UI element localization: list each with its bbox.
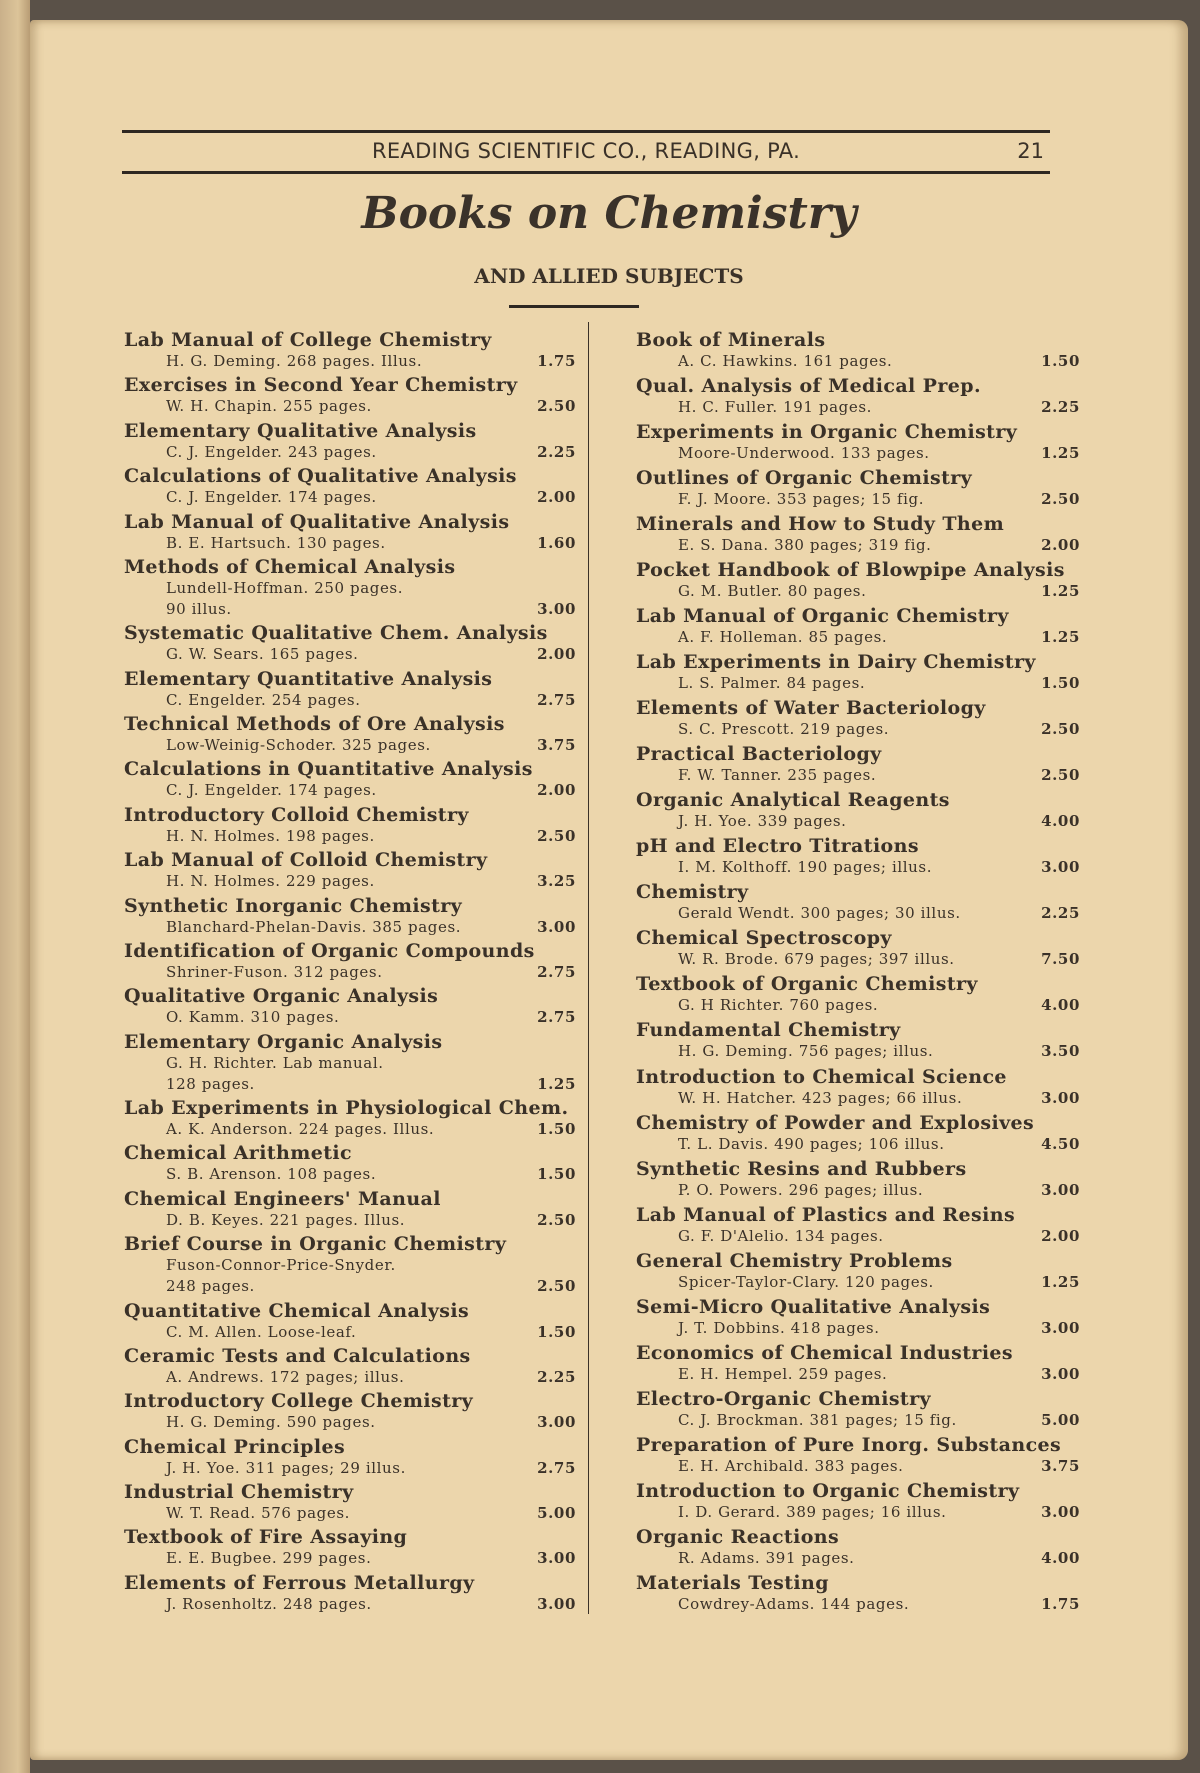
catalog-page: [30, 20, 1188, 1760]
book-author-pages: L. S. Palmer. 84 pages.: [678, 674, 866, 693]
book-author-pages: F. W. Tanner. 235 pages.: [678, 766, 877, 785]
book-entry: [124, 421, 582, 463]
book-price: 2.00: [1041, 1226, 1080, 1245]
book-details: [636, 397, 1086, 418]
book-details: [636, 673, 1086, 694]
book-title: Lab Manual of Plastics and Resins: [636, 1203, 1016, 1226]
book-details: [124, 351, 582, 372]
book-entry: [124, 1482, 582, 1524]
book-price: 2.25: [1041, 904, 1080, 923]
book-price: 3.25: [537, 872, 576, 891]
book-author-pages: I. M. Kolthoff. 190 pages; illus.: [678, 858, 933, 877]
book-entry: [636, 560, 1086, 602]
book-author-pages: 128 pages.: [166, 1074, 255, 1093]
book-title: Chemical Engineers' Manual: [124, 1187, 441, 1210]
book-details: [124, 1367, 582, 1388]
book-title: Synthetic Inorganic Chemistry: [124, 894, 463, 917]
book-details: [636, 1041, 1086, 1062]
book-author-pages: C. J. Brockman. 381 pages; 15 fig.: [678, 1410, 957, 1429]
right-book-column: [636, 330, 1086, 1615]
left-book-column: [124, 330, 582, 1615]
book-title: Calculations of Qualitative Analysis: [124, 465, 517, 488]
book-entry: [636, 1251, 1086, 1293]
book-title: Experiments in Organic Chemistry: [636, 421, 1018, 444]
book-entry: [636, 928, 1086, 970]
book-title: Textbook of Organic Chemistry: [636, 973, 978, 996]
book-price: 3.50: [1041, 1042, 1080, 1061]
book-title: Semi-Micro Qualitative Analysis: [636, 1295, 991, 1318]
book-title: Chemical Arithmetic: [124, 1142, 352, 1165]
book-entry: [636, 790, 1086, 832]
company-name: READING SCIENTIFIC CO., READING, PA.: [371, 139, 801, 163]
book-title: Book of Minerals: [636, 329, 826, 351]
book-entry: [636, 1481, 1086, 1523]
book-price: 2.00: [537, 645, 576, 664]
book-price: 1.25: [1041, 444, 1080, 463]
book-details: [636, 627, 1086, 648]
book-details: [124, 871, 582, 892]
book-author-pages: A. F. Holleman. 85 pages.: [678, 628, 888, 647]
book-entry: [124, 1573, 582, 1615]
book-details: [636, 811, 1086, 832]
book-title: Economics of Chemical Industries: [636, 1341, 1014, 1364]
book-title: Elements of Water Bacteriology: [636, 697, 986, 720]
page-number: 21: [1017, 139, 1044, 163]
book-entry: [124, 805, 582, 847]
book-entry: [636, 1020, 1086, 1062]
book-price: 3.00: [1041, 1502, 1080, 1521]
book-title: Preparation of Pure Inorg. Substances: [636, 1433, 1062, 1456]
book-entry: [636, 468, 1086, 510]
book-price: 3.00: [537, 1413, 576, 1432]
book-title: Methods of Chemical Analysis: [124, 555, 456, 578]
book-details: [636, 719, 1086, 740]
book-details: [124, 578, 582, 620]
book-entry: [636, 1389, 1086, 1431]
book-title: Chemical Spectroscopy: [636, 927, 892, 950]
book-title: Exercises in Second Year Chemistry: [124, 374, 518, 397]
book-details: [636, 535, 1086, 556]
book-details: [636, 1410, 1086, 1431]
book-title: Lab Experiments in Physiological Chem.: [124, 1097, 569, 1119]
book-entry: [124, 941, 582, 983]
book-title: Identification of Organic Compounds: [124, 939, 535, 962]
book-title: Chemistry of Powder and Explosives: [636, 1111, 1035, 1134]
book-details: [636, 995, 1086, 1016]
book-author-pages: J. H. Yoe. 311 pages; 29 illus.: [166, 1458, 406, 1477]
book-entry: [636, 1527, 1086, 1569]
book-price: 3.00: [1041, 1088, 1080, 1107]
book-author-pages: R. Adams. 391 pages.: [678, 1548, 855, 1567]
book-details: [124, 1164, 582, 1185]
page-title: Books on Chemistry: [361, 188, 857, 239]
book-price: 3.75: [537, 736, 576, 754]
book-entry: [124, 896, 582, 938]
book-details: [636, 351, 1086, 372]
book-price: 2.75: [537, 1458, 576, 1477]
book-price: 2.50: [537, 1277, 576, 1296]
book-price: 2.25: [1041, 398, 1080, 417]
book-author-pages: T. L. Davis. 490 pages; 106 illus.: [678, 1134, 945, 1153]
running-header: [122, 130, 1050, 174]
book-title: General Chemistry Problems: [636, 1249, 953, 1272]
book-details: [124, 1594, 582, 1615]
book-details: [124, 735, 582, 756]
book-author-pages: E. E. Bugbee. 299 pages.: [166, 1549, 372, 1568]
book-details: [636, 1134, 1086, 1155]
book-price: 1.25: [1041, 582, 1080, 601]
book-author-pages: Spicer-Taylor-Clary. 120 pages.: [678, 1272, 934, 1291]
book-details: [124, 644, 582, 665]
book-price: 3.75: [1041, 1456, 1080, 1475]
book-entry: [636, 1435, 1086, 1477]
book-entry: [124, 1301, 582, 1343]
book-details: [636, 1594, 1086, 1615]
book-title: Systematic Qualitative Chem. Analysis: [124, 622, 548, 645]
book-price: 3.00: [1041, 1364, 1080, 1383]
book-author-pages: C. M. Allen. Loose-leaf.: [166, 1322, 357, 1341]
book-author-pages: H. G. Deming. 590 pages.: [166, 1413, 376, 1432]
book-title: Industrial Chemistry: [124, 1481, 354, 1503]
book-author-pages: G. M. Butler. 80 pages.: [678, 582, 867, 601]
book-price: 5.00: [1041, 1410, 1080, 1429]
book-price: 2.75: [537, 1008, 576, 1027]
book-price: 1.25: [1041, 628, 1080, 647]
book-details: [124, 487, 582, 508]
book-price: 3.00: [537, 1549, 576, 1568]
book-entry: [124, 1189, 582, 1231]
book-price: 1.25: [537, 1074, 576, 1093]
book-price: 2.50: [537, 397, 576, 416]
book-price: 1.25: [1041, 1272, 1080, 1291]
book-author-pages: J. Rosenholtz. 248 pages.: [166, 1594, 372, 1613]
book-details: [636, 1088, 1086, 1109]
book-price: 2.50: [537, 826, 576, 845]
book-price: 2.50: [537, 1210, 576, 1229]
book-entry: [636, 974, 1086, 1016]
book-entry: [636, 376, 1086, 418]
book-details: [636, 1180, 1086, 1201]
book-title: Lab Manual of Colloid Chemistry: [124, 849, 488, 872]
book-author-pages: H. G. Deming. 756 pages; illus.: [678, 1042, 934, 1061]
book-price: 1.50: [537, 1120, 576, 1138]
book-details: [124, 1412, 582, 1433]
book-price: 4.00: [1041, 812, 1080, 831]
book-entry: [636, 1297, 1086, 1339]
book-title: Pocket Handbook of Blowpipe Analysis: [636, 559, 1065, 582]
book-price: 2.50: [1041, 720, 1080, 739]
book-details: [124, 780, 582, 801]
book-title: Elementary Qualitative Analysis: [124, 419, 477, 442]
book-title: Brief Course in Organic Chemistry: [124, 1233, 507, 1256]
book-title: Materials Testing: [636, 1571, 829, 1594]
book-price: 3.00: [1041, 1180, 1080, 1199]
book-entry: [124, 714, 582, 756]
book-price: 3.00: [537, 1594, 576, 1613]
book-author-pages: Gerald Wendt. 300 pages; 30 illus.: [678, 904, 961, 923]
book-author-pages: I. D. Gerard. 389 pages; 16 illus.: [678, 1502, 947, 1521]
book-price: 2.00: [537, 781, 576, 800]
book-price: 2.75: [537, 962, 576, 981]
book-price: 2.75: [537, 690, 576, 709]
book-title: Qual. Analysis of Medical Prep.: [636, 375, 981, 398]
book-details: [636, 443, 1086, 464]
book-author-pages: G. H Richter. 760 pages.: [678, 996, 879, 1015]
book-details: [124, 826, 582, 847]
book-title: Chemical Principles: [124, 1435, 346, 1458]
book-author-pages: P. O. Powers. 296 pages; illus.: [678, 1180, 924, 1199]
book-price: 2.50: [1041, 490, 1080, 509]
book-details: [124, 1255, 582, 1297]
book-title: Introductory College Chemistry: [124, 1390, 474, 1413]
book-details: [124, 442, 582, 463]
book-details: [636, 1226, 1086, 1247]
book-price: 4.00: [1041, 1548, 1080, 1567]
book-author-pages: J. H. Yoe. 339 pages.: [678, 812, 847, 831]
book-details: [636, 1548, 1086, 1569]
book-price: 2.00: [537, 488, 576, 507]
book-title: Synthetic Resins and Rubbers: [636, 1157, 967, 1180]
book-details: [636, 1456, 1086, 1477]
book-price: 5.00: [537, 1504, 576, 1522]
book-title: Introductory Colloid Chemistry: [124, 803, 469, 826]
book-author-pages: F. J. Moore. 353 pages; 15 fig.: [678, 490, 925, 509]
book-entry: [124, 759, 582, 801]
book-author-pages: Shriner-Fuson. 312 pages.: [166, 962, 383, 981]
book-price: 2.50: [1041, 766, 1080, 785]
book-details: [124, 1210, 582, 1231]
book-title: Introduction to Organic Chemistry: [636, 1479, 1020, 1502]
book-entry: [636, 1159, 1086, 1201]
book-details: [124, 690, 582, 711]
book-details: [636, 581, 1086, 602]
book-details: [636, 1318, 1086, 1339]
book-author-pages: C. J. Engelder. 174 pages.: [166, 781, 377, 800]
book-author-pages: W. R. Brode. 679 pages; 397 illus.: [678, 950, 955, 969]
book-entry: [636, 1113, 1086, 1155]
column-divider: [588, 322, 589, 1614]
book-price: 3.00: [537, 599, 576, 618]
book-details: [124, 533, 582, 554]
book-author-pages: H. G. Deming. 268 pages. Illus.: [166, 352, 423, 370]
book-price: 4.00: [1041, 996, 1080, 1015]
book-author-pages: A. K. Anderson. 224 pages. Illus.: [166, 1120, 435, 1138]
book-entry: [124, 1437, 582, 1479]
book-price: 2.00: [1041, 536, 1080, 555]
book-entry: [124, 1234, 582, 1297]
book-details: [124, 1322, 582, 1343]
book-details: [636, 1272, 1086, 1293]
book-details: [124, 396, 582, 417]
book-title: Fundamental Chemistry: [636, 1019, 901, 1042]
page-subtitle: AND ALLIED SUBJECTS: [474, 264, 744, 288]
book-author-pages: A. C. Hawkins. 161 pages.: [678, 352, 893, 370]
book-title: Lab Manual of Organic Chemistry: [636, 605, 1009, 628]
book-author-pages: W. H. Chapin. 255 pages.: [166, 397, 372, 416]
book-details: [124, 1007, 582, 1028]
book-details: [636, 1364, 1086, 1385]
book-entry: [124, 1346, 582, 1388]
book-entry: [636, 836, 1086, 878]
book-title: Chemistry: [636, 881, 749, 904]
book-entry: [124, 1391, 582, 1433]
book-details: [636, 765, 1086, 786]
book-details: [124, 1119, 582, 1140]
book-author-pages: H. N. Holmes. 229 pages.: [166, 872, 375, 891]
book-entry: [124, 557, 582, 620]
book-entry: [124, 669, 582, 711]
book-author-pages: Blanchard-Phelan-Davis. 385 pages.: [166, 917, 462, 936]
book-title: Ceramic Tests and Calculations: [124, 1344, 471, 1367]
book-price: 3.00: [537, 917, 576, 936]
book-entry: [636, 330, 1086, 372]
book-details: [636, 489, 1086, 510]
book-title: Lab Manual of College Chemistry: [124, 329, 492, 351]
book-author-pages: Moore-Underwood. 133 pages.: [678, 444, 930, 463]
book-title: Technical Methods of Ore Analysis: [124, 713, 505, 735]
book-author-pages: Fuson-Connor-Price-Snyder.: [166, 1256, 396, 1275]
book-title: Calculations in Quantitative Analysis: [124, 758, 533, 781]
book-entry: [636, 882, 1086, 924]
book-author-pages: Cowdrey-Adams. 144 pages.: [678, 1594, 910, 1613]
book-entry: [124, 330, 582, 372]
book-entry: [636, 422, 1086, 464]
book-details: [124, 1458, 582, 1479]
book-title: Qualitative Organic Analysis: [124, 985, 439, 1008]
book-entry: [636, 606, 1086, 648]
book-title: Lab Experiments in Dairy Chemistry: [636, 651, 1036, 674]
book-entry: [636, 1205, 1086, 1247]
book-price: 1.50: [537, 1322, 576, 1341]
book-author-pages: W. H. Hatcher. 423 pages; 66 illus.: [678, 1088, 963, 1107]
book-title: Electro-Organic Chemistry: [636, 1387, 931, 1410]
book-author-pages: H. C. Fuller. 191 pages.: [678, 398, 872, 417]
book-title: Introduction to Chemical Science: [636, 1065, 1007, 1088]
previous-page-edge: [0, 0, 30, 1773]
book-details: [124, 1053, 582, 1095]
book-author-pages: O. Kamm. 310 pages.: [166, 1008, 340, 1027]
book-author-pages: C. J. Engelder. 243 pages.: [166, 442, 377, 461]
book-price: 4.50: [1041, 1134, 1080, 1153]
book-entry: [124, 1032, 582, 1095]
book-entry: [124, 623, 582, 665]
book-entry: [124, 986, 582, 1028]
book-title: Practical Bacteriology: [636, 743, 882, 766]
book-details: [636, 949, 1086, 970]
book-price: 2.25: [537, 1367, 576, 1386]
book-author-pages: S. C. Prescott. 219 pages.: [678, 720, 890, 739]
book-author-pages: S. B. Arenson. 108 pages.: [166, 1165, 377, 1184]
book-entry: [636, 1573, 1086, 1615]
book-entry: [124, 1143, 582, 1185]
title-rule: [509, 305, 639, 308]
book-entry: [636, 1067, 1086, 1109]
book-details: [124, 917, 582, 938]
book-price: 1.50: [537, 1165, 576, 1184]
book-author-pages: B. E. Hartsuch. 130 pages.: [166, 533, 386, 552]
book-author-pages: H. N. Holmes. 198 pages.: [166, 826, 375, 845]
book-author-pages: G. W. Sears. 165 pages.: [166, 645, 359, 664]
book-entry: [124, 375, 582, 417]
book-title: Elementary Organic Analysis: [124, 1030, 443, 1053]
book-price: 1.75: [537, 352, 576, 370]
book-title: Elements of Ferrous Metallurgy: [124, 1571, 475, 1594]
book-entry: [636, 744, 1086, 786]
book-author-pages: E. H. Hempel. 259 pages.: [678, 1364, 888, 1383]
book-title: Textbook of Fire Assaying: [124, 1526, 408, 1549]
book-title: Organic Reactions: [636, 1525, 840, 1548]
book-author-pages: 90 illus.: [166, 599, 232, 618]
book-price: 2.25: [537, 442, 576, 461]
book-entry: [636, 1343, 1086, 1385]
book-author-pages: 248 pages.: [166, 1277, 255, 1296]
book-title: Quantitative Chemical Analysis: [124, 1299, 470, 1322]
book-entry: [124, 512, 582, 554]
book-entry: [124, 850, 582, 892]
book-price: 3.00: [1041, 1318, 1080, 1337]
book-author-pages: G. H. Richter. Lab manual.: [166, 1053, 384, 1072]
book-title: Lab Manual of Qualitative Analysis: [124, 510, 510, 533]
book-author-pages: Lundell-Hoffman. 250 pages.: [166, 578, 404, 597]
book-details: [636, 1502, 1086, 1523]
book-price: 1.50: [1041, 674, 1080, 693]
book-entry: [124, 1098, 582, 1140]
book-entry: [124, 466, 582, 508]
book-author-pages: Low-Weinig-Schoder. 325 pages.: [166, 736, 431, 754]
book-title: Minerals and How to Study Them: [636, 513, 1005, 536]
book-details: [636, 857, 1086, 878]
book-title: Outlines of Organic Chemistry: [636, 467, 973, 490]
book-title: Elementary Quantitative Analysis: [124, 667, 493, 690]
book-details: [124, 1548, 582, 1569]
book-details: [124, 1503, 582, 1524]
book-title: pH and Electro Titrations: [636, 835, 919, 858]
book-price: 1.50: [1041, 352, 1080, 370]
book-entry: [636, 698, 1086, 740]
book-price: 1.60: [537, 533, 576, 552]
book-author-pages: J. T. Dobbins. 418 pages.: [678, 1318, 880, 1337]
book-entry: [636, 514, 1086, 556]
book-author-pages: G. F. D'Alelio. 134 pages.: [678, 1226, 884, 1245]
book-author-pages: E. H. Archibald. 383 pages.: [678, 1456, 904, 1475]
book-author-pages: C. J. Engelder. 174 pages.: [166, 488, 377, 507]
book-author-pages: E. S. Dana. 380 pages; 319 fig.: [678, 536, 932, 555]
book-author-pages: W. T. Read. 576 pages.: [166, 1504, 351, 1522]
book-author-pages: D. B. Keyes. 221 pages. Illus.: [166, 1210, 406, 1229]
book-price: 7.50: [1041, 950, 1080, 969]
book-title: Organic Analytical Reagents: [636, 789, 950, 812]
book-entry: [124, 1527, 582, 1569]
book-entry: [636, 652, 1086, 694]
book-details: [124, 962, 582, 983]
book-details: [636, 903, 1086, 924]
book-author-pages: C. Engelder. 254 pages.: [166, 690, 361, 709]
book-author-pages: A. Andrews. 172 pages; illus.: [166, 1367, 405, 1386]
book-price: 1.75: [1041, 1594, 1080, 1613]
book-price: 3.00: [1041, 858, 1080, 877]
